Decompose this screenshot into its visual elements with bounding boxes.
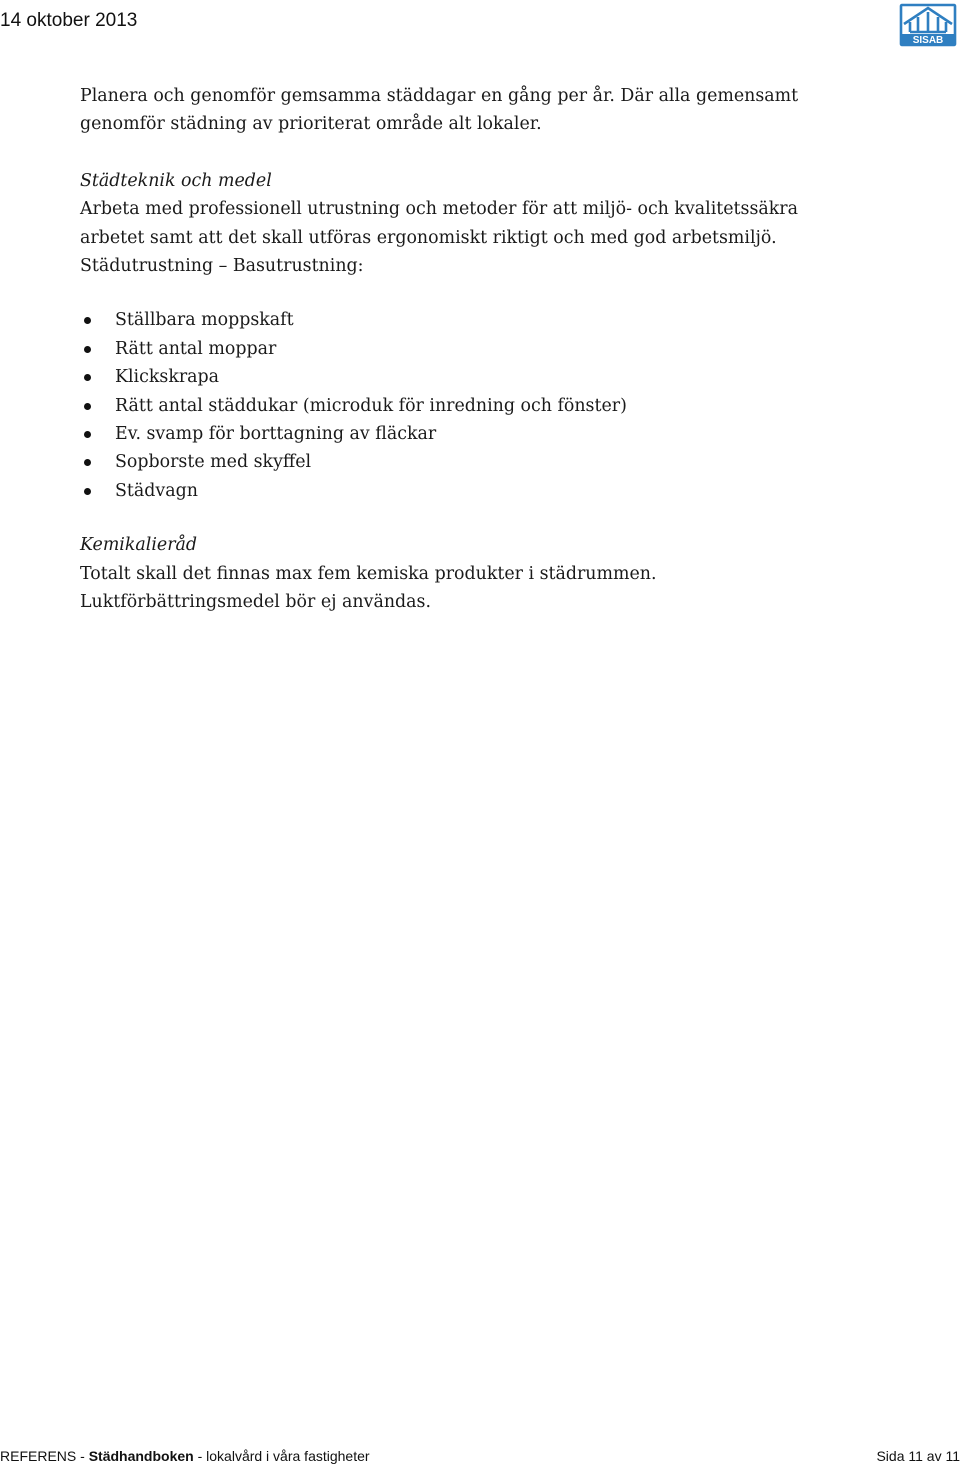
- section2-line-2: Luktförbättringsmedel bör ej användas.: [80, 592, 431, 613]
- bullet-icon: [84, 317, 91, 324]
- list-item: Klickskrapa: [80, 363, 900, 391]
- bullet-icon: [84, 403, 91, 410]
- intro-line-2: genomför städning av prioriterat område alt lokaler.: [80, 114, 542, 135]
- list-item: Rätt antal moppar: [80, 335, 900, 363]
- section1-line-2: arbetet samt att det skall utföras ergonomiskt riktigt och med god arbetsmiljö.: [80, 227, 777, 248]
- equipment-list: [80, 306, 900, 505]
- bullet-icon: [84, 374, 91, 381]
- list-item: Rätt antal städdukar (microduk för inredning och fönster): [80, 392, 900, 420]
- sisab-logo: [898, 2, 958, 48]
- bullet-icon: [84, 346, 91, 353]
- section1-line-1: Arbeta med professionell utrustning och metoder för att miljö- och kvalitetssäkra: [80, 199, 798, 220]
- section2-line-1: Totalt skall det finnas max fem kemiska produkter i städrummen.: [80, 563, 657, 584]
- intro-line-1: Planera och genomför gemsamma städdagar en gång per år. Där alla gemensamt: [80, 86, 799, 106]
- list-item: Städvagn: [80, 477, 900, 505]
- bullet-icon: [84, 431, 91, 438]
- list-item: Ställbara moppskaft: [80, 306, 900, 334]
- page-number: Sida 11 av 11: [876, 1448, 960, 1464]
- bullet-icon: [84, 488, 91, 495]
- footer-document-title: REFERENS - Städhandboken - lokalvård i våra fastigheter: [0, 1448, 370, 1464]
- list-item: Sopborste med skyffel: [80, 448, 900, 476]
- document-body: [80, 82, 900, 617]
- list-item: Ev. svamp för borttagning av fläckar: [80, 420, 900, 448]
- section1-line-3: Städutrustning – Basutrustning:: [80, 256, 364, 277]
- section-heading-chemical-advice: Kemikalieråd: [80, 535, 198, 556]
- bullet-icon: [84, 459, 91, 466]
- header-date: 14 oktober 2013: [0, 10, 138, 31]
- logo-text: SISAB: [912, 35, 944, 46]
- section-heading-cleaning-technique: Städteknik och medel: [80, 170, 272, 191]
